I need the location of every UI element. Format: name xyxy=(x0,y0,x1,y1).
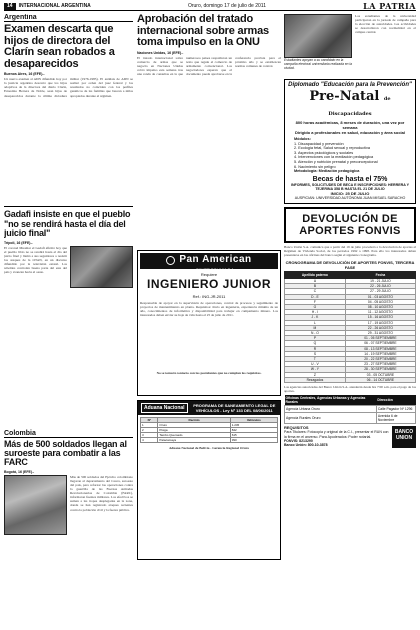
table-cell: Q xyxy=(285,341,346,346)
students-photo xyxy=(284,14,352,58)
article-text: Un nuevo examen al ADN difundido hoy por la justicia argentina descartó que los hijos adoptivos de la directora del diario Clarín, Ernestina Herrera de Noble, sean hijos de desaparecidos durante la última dictadura militar (1976-1983). El análisis de ADN se realizó por orden del juez federal y los resultados no coinciden con los perfiles genéticos de las familias que buscan a niños apropiados durante el régimen. xyxy=(4,77,133,98)
customs-footer: Aduana Nacional de Bolivia - Gerencia Regional Oruro xyxy=(168,445,250,450)
schedule-table xyxy=(284,271,416,383)
article-body-arms-treaty xyxy=(137,56,281,246)
table-header: Recinto xyxy=(158,417,230,422)
gadafi-photo xyxy=(70,246,133,288)
table-cell: W - Y xyxy=(285,367,346,372)
prenatal-logo xyxy=(288,89,412,119)
table-cell: Oruro xyxy=(158,422,230,427)
start-date: INICIO: 25 DE JULIO xyxy=(330,191,370,197)
issue-date: Oruro, domingo 17 de julio de 2011 xyxy=(187,3,266,9)
table-cell: 29 - 31 AGOSTO xyxy=(345,330,415,335)
table-header: Apellido paterno xyxy=(285,271,346,278)
table-cell: 390 xyxy=(230,437,277,442)
fonvis-footer xyxy=(284,426,416,447)
job-ad xyxy=(137,250,281,396)
table-cell: D - E xyxy=(285,294,346,299)
diplomado-ad xyxy=(284,79,416,204)
table-cell: 3 xyxy=(141,432,158,437)
table-cell: A xyxy=(285,278,346,283)
table-cell: Tambo Quemado xyxy=(158,432,230,437)
fonvis-title-box xyxy=(284,207,416,243)
table-header: Vehículos xyxy=(230,417,277,422)
job-title: INGENIERO JUNIOR xyxy=(146,276,271,291)
module-item: 3. Aspectos psicológicos y sociales xyxy=(294,150,354,155)
photo-caption: Estudiantes apoyan a su candidato en la campaña electoral universitaria realizada en la ciudad. xyxy=(284,58,352,70)
sponsors: AUSPICIAN: UNIVERSIDAD AUTÓNOMA JUAN MISAEL SARACHO xyxy=(294,196,406,201)
customs-ad xyxy=(137,400,281,560)
table-cell: 04 - 05 AGOSTO xyxy=(345,299,415,304)
offices-table xyxy=(284,395,416,424)
soldiers-photo xyxy=(4,475,67,535)
table-cell: F xyxy=(285,299,346,304)
table-cell: 03 - 05 OCTUBRE xyxy=(345,372,415,377)
customs-table-wrap xyxy=(138,415,280,452)
methodology: Metodología: Mediación pedagógica xyxy=(294,169,360,174)
article-farc-layout xyxy=(4,475,133,625)
article-side-column xyxy=(70,246,133,426)
company-subtitle: SILVER BOLIVIA S.A. xyxy=(195,267,236,273)
article-byline: Buenos Aires, 16 (EFE).- xyxy=(4,72,45,77)
middle-column xyxy=(137,14,281,626)
fonvis-intro: Banco Unión S.A. comunica que a partir del 19 de julio procederá a la devolución de aportes al Régimen de Vivienda Social, de los períodos 1992 a 1998. Para ello los interesados deben presentarse en las oficinas del banco según el siguiente cronograma. xyxy=(284,244,416,257)
table-header: Dirección xyxy=(376,395,415,406)
top-story xyxy=(284,14,416,76)
requirements xyxy=(284,426,389,447)
article-byline: Naciones Unidas, 16 (EFE).- xyxy=(137,50,184,55)
table-cell: 20 - 22 SEPTIEMBRE xyxy=(345,356,415,361)
masthead xyxy=(4,2,416,11)
article-text: Más de 500 soldados del Ejército colombiano llegaron al departamento del Cauca, suroeste del país, para reforzar las operaciones contra la guerrilla de las Fuerzas Armadas Revolucionarias de Colombia (FARC), informaron fuentes militares. Los efectivos se suman a las tropas desplegadas en la zona, donde se han registrado ataques recientes contra la población civil y la fuerza pública. xyxy=(70,474,133,512)
table-cell: 1.245 xyxy=(230,422,277,427)
table-cell: 27 - 29 JULIO xyxy=(345,289,415,294)
table-cell: 1 xyxy=(141,422,158,427)
table-cell: Z xyxy=(285,372,346,377)
schedule-title: CRONOGRAMA DE DEVOLUCIÓN DE APORTES FONVIS, TERCERA FASE xyxy=(285,259,415,270)
article-body-clarin xyxy=(4,77,133,203)
table-cell: P xyxy=(285,336,346,341)
requirements-text: Para Titulares: Fotocopia y original de la C.I., presentar el RUN con la firma en el anverso. Para Apoderados: Poder notarial. xyxy=(284,430,389,439)
newspaper-logo: LA PATRIA xyxy=(363,1,416,11)
section-heading-colombia: Colombia xyxy=(4,430,133,438)
table-cell: 2 xyxy=(141,427,158,432)
article-text: El coronel Muamar el Gadafi afirmó hoy que el pueblo libio no se rendirá hasta el día del juicio final y llamó a sus seguidores a resistir los ataques de la OTAN, en un discurso difundido por la televisión estatal. Los rebeldes controlan buena parte del este del país y avanzan hacia el oeste. xyxy=(4,245,67,275)
table-cell: L xyxy=(285,320,346,325)
table-cell: C xyxy=(285,289,346,294)
table-cell: Avenida 6 de Noviembre xyxy=(376,413,415,424)
article-byline: Trípoli, 16 (EFE).- xyxy=(4,240,33,245)
section-heading-argentina: Argentina xyxy=(4,14,133,22)
customs-title: PROGRAMA DE SANEAMIENTO LEGAL DE VEHÍCULOS - Ley Nº 133 DEL 08/06/2011 xyxy=(193,402,276,413)
table-cell: 4 xyxy=(141,437,158,442)
table-cell: 22 - 26 AGOSTO xyxy=(345,325,415,330)
fonvis-phone: FONVIS: 8213290 xyxy=(284,439,313,444)
requirements-title: REQUISITOS xyxy=(284,425,309,431)
table-cell: Calle Pagador Nº 1296 xyxy=(376,406,415,413)
table-cell: Rezagados xyxy=(285,377,346,382)
job-footer: No se tomará contacto con los postulantes que no cumplan los requisitos. xyxy=(156,370,262,375)
table-row xyxy=(285,377,416,382)
page-number: 14 xyxy=(4,3,16,10)
company-emblem-icon xyxy=(166,256,175,265)
module-item: 6. Nacimiento sin peligro xyxy=(294,164,336,169)
customs-header xyxy=(138,401,280,415)
article-body-farc xyxy=(70,475,133,625)
fonvis-title: DEVOLUCIÓN DE APORTES FONVIS xyxy=(299,212,401,237)
article-headline-gadafi: Gadafi insiste en que el pueblo "no se rendirá hasta el día del juicio final" xyxy=(4,209,131,239)
table-cell: Agencia Rurales Oruro xyxy=(285,413,377,424)
divider xyxy=(4,206,133,207)
job-description: Responsable de apoyar en la supervisión de operaciones, control de procesos y seguimiento de proyectos de mantenimiento en planta. Requisitos: título en ingeniería, experiencia mínima de un año, conocimientos de informática y disponibilidad para trabajar en campamento minero. Los interesados deben enviar su hoja de vida hasta el 25 de julio de 2011. xyxy=(140,300,278,317)
article-headline-farc: Más de 500 soldados llegan al suroeste para combatir a las FARC xyxy=(4,438,127,468)
table-cell: B xyxy=(285,284,346,289)
table-cell: J - K xyxy=(285,315,346,320)
customs-table xyxy=(140,417,278,443)
prenatal-logo-main: Pre-Natal xyxy=(309,89,380,104)
table-cell: S xyxy=(285,351,346,356)
top-story-photo-block xyxy=(284,14,352,76)
table-cell: T xyxy=(285,356,346,361)
schedule-body xyxy=(285,278,416,382)
table-cell: U - V xyxy=(285,362,346,367)
right-column xyxy=(284,14,416,626)
table-cell: 23 - 27 SEPTIEMBRE xyxy=(345,362,415,367)
fonvis-note: Las agencias autorizadas del Banco Unión S.A. atenderán desde hrs 7:00 a.m. para el pago de los aportes. xyxy=(284,384,416,394)
article-headline-arms-treaty: Aprobación del tratado internacional sobre armas toma impulso en la ONU xyxy=(137,14,269,49)
table-cell: R xyxy=(285,346,346,351)
diplomado-modules xyxy=(294,137,412,174)
table-cell: 06 - 07 SEPTIEMBRE xyxy=(345,341,415,346)
table-cell: 08 - 13 SEPTIEMBRE xyxy=(345,346,415,351)
banco-union-logo: BANCO UNION xyxy=(392,426,416,447)
table-cell: 01 - 03 AGOSTO xyxy=(345,294,415,299)
article-text: El tratado internacional sobre comercio de armas que se negocia en Naciones Unidas cobró impulso esta semana tras una ronda de consultas en la que numerosos países respaldaron un texto que regule el comercio de armamento convencional. Los negociadores esperan que el documento pueda aprobarse en la conferencia prevista para el próximo año y se establezcan normas comunes de control. xyxy=(137,55,281,77)
table-cell: Agencia Urbana Oruro xyxy=(285,406,377,413)
table-cell: N - O xyxy=(285,330,346,335)
left-column xyxy=(4,14,133,626)
table-cell: Patacamaya xyxy=(158,437,230,442)
table-header: Nº xyxy=(141,417,158,422)
enrollment-info: INFORMES, SOLICITUDES DE BECA E INSCRIPCIONES: HERRERA Y TEJERINA 358 B HASTA EL 21 DE JULIO xyxy=(290,182,410,192)
diplomado-title: Diplomado "Educación para la Prevención" xyxy=(288,82,412,88)
table-row xyxy=(141,437,278,442)
table-cell: Pisiga xyxy=(158,427,230,432)
article-headline-clarin: Examen descarta que hijos de directora del Clarín sean robados a desaparecidos xyxy=(4,23,115,70)
table-row xyxy=(285,406,416,413)
table-cell: 11 - 12 AGOSTO xyxy=(345,310,415,315)
module-item: 5. Atención y nutrición prenatal y preconcepcional xyxy=(294,159,378,164)
table-row xyxy=(285,413,416,424)
scholarship-offer: Becas de hasta el 75% xyxy=(312,175,388,183)
table-cell: 15 - 16 AGOSTO xyxy=(345,315,415,320)
company-banner xyxy=(140,253,278,273)
table-cell: 615 xyxy=(230,432,277,437)
table-cell: 08 - 10 AGOSTO xyxy=(345,304,415,309)
section-label: INTERNACIONAL ARGENTINA xyxy=(18,3,91,9)
module-item: 4. Intervenciones con la mediación pedagógica xyxy=(294,155,374,160)
table-header: Fecha xyxy=(345,271,415,278)
table-cell: 22 - 26 JULIO xyxy=(345,284,415,289)
table-cell: 28 - 30 SEPTIEMBRE xyxy=(345,367,415,372)
top-story-body: Los estudiantes de la universidad participaron en la jornada de campaña para la elección de autoridades. Las actividades se desarrollaron con normalidad en el campus central. xyxy=(355,14,416,35)
customs-logo: Aduana Nacional xyxy=(141,403,188,413)
table-header: Oficinas Centrales, Agencias Urbanas y Agencias Rurales xyxy=(285,395,377,406)
table-cell: 842 xyxy=(230,427,277,432)
article-byline: Bogotá, 16 (EFE).- xyxy=(4,469,35,474)
table-cell: H - I xyxy=(285,310,346,315)
diplomado-target: Dirigido a profesionales en salud, educación y área social xyxy=(294,130,406,135)
article-gadafi-layout xyxy=(4,246,133,426)
table-cell: 19 - 21 JULIO xyxy=(345,278,415,283)
bank-phone: Banco Unión: 800-10-3878 xyxy=(284,443,328,448)
table-cell: 06 - 14 OCTUBRE xyxy=(345,377,415,382)
module-item: 2. Ecología fetal, Salud sexual y reproductiva xyxy=(294,146,370,151)
table-cell: G xyxy=(285,304,346,309)
module-item: 1. Discapacidad y prevención xyxy=(294,141,344,146)
modules-label: Módulos: xyxy=(294,137,311,141)
company-name: Pan American xyxy=(179,254,252,266)
job-label: Requiere xyxy=(200,271,218,277)
table-cell: M xyxy=(285,325,346,330)
job-ref: Ref.: ING-JR-2011 xyxy=(192,293,226,299)
article-body-gadafi xyxy=(4,246,67,426)
prenatal-logo-sub: de Discapacidades xyxy=(328,96,391,117)
diplomado-hours: 800 horas académicas, 8 meses de duración, una vez por semana xyxy=(295,120,405,130)
table-cell: 14 - 19 SEPTIEMBRE xyxy=(345,351,415,356)
table-cell: 17 - 19 AGOSTO xyxy=(345,320,415,325)
table-cell: 01 - 05 SEPTIEMBRE xyxy=(345,336,415,341)
